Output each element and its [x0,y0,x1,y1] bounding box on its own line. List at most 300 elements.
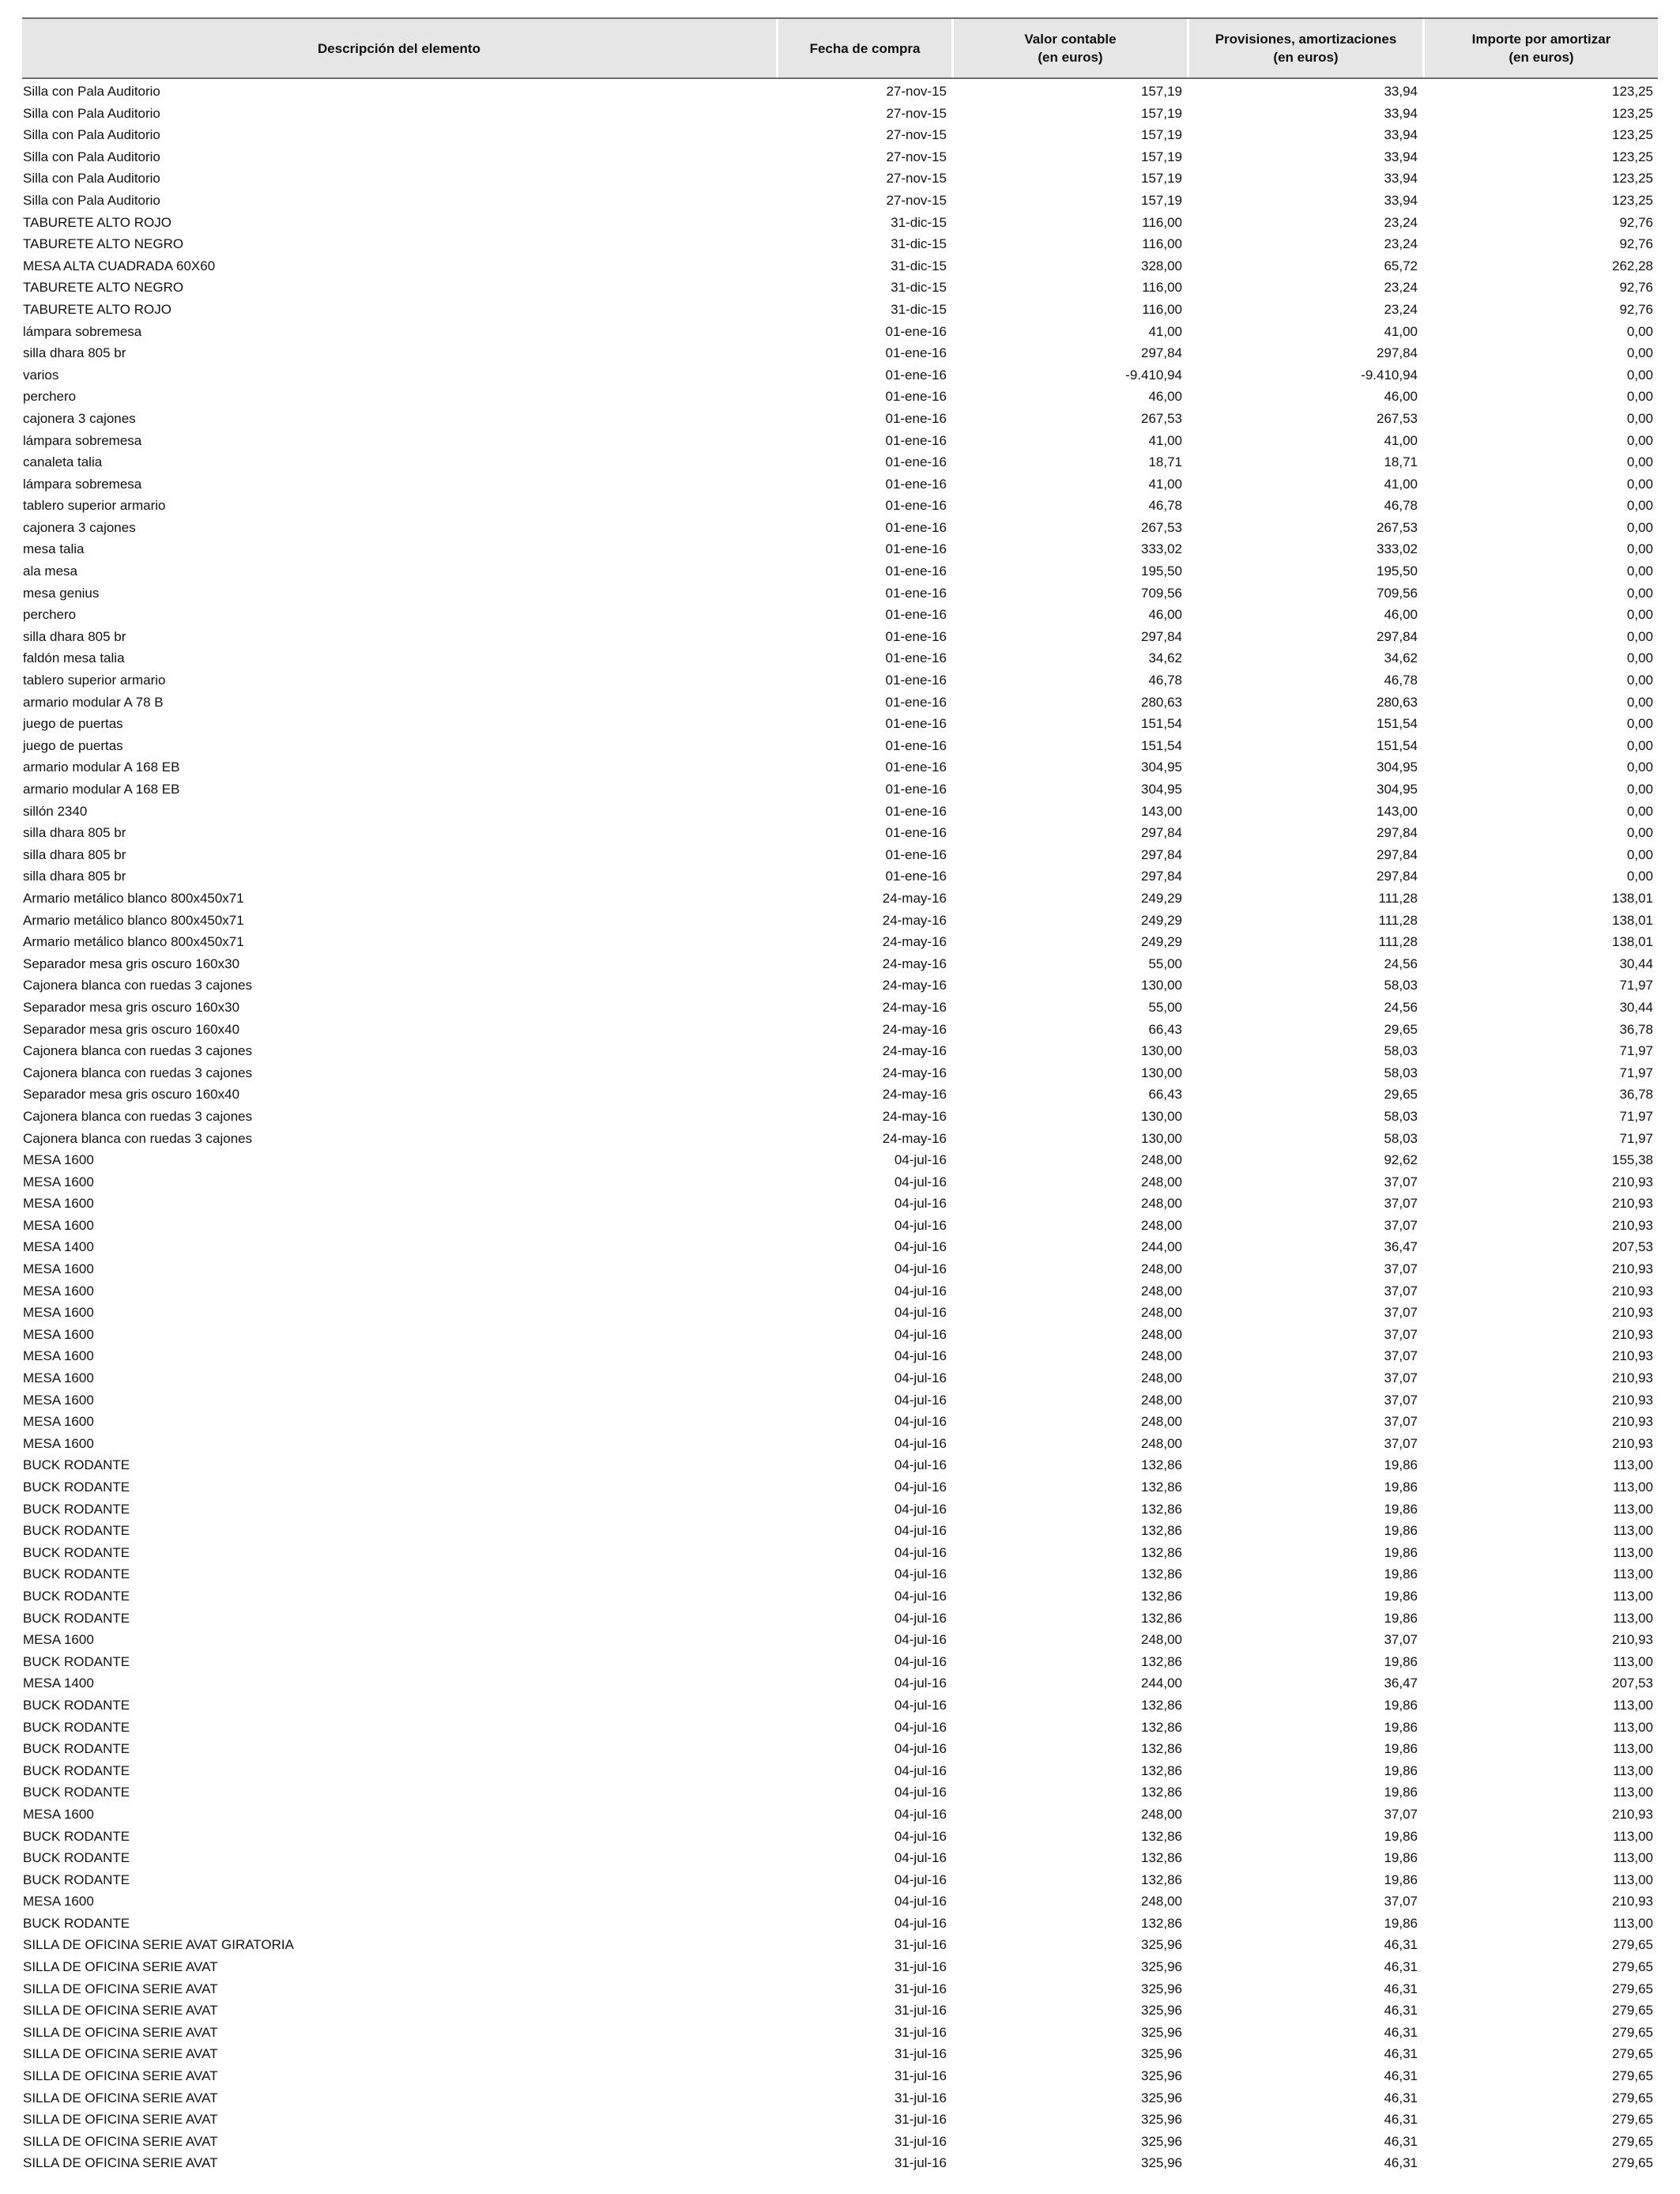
cell-book-value: 325,96 [1141,2046,1182,2062]
cell-purchase-date: 04-jul-16 [894,1523,947,1539]
table-row [22,430,1658,452]
cell-book-value: 195,50 [1141,564,1182,579]
cell-provisions: 19,86 [1384,1501,1418,1517]
cell-book-value: 249,29 [1141,912,1182,928]
cell-provisions: 58,03 [1384,978,1418,993]
cell-description: TABURETE ALTO NEGRO [23,236,184,252]
cell-amount-to-amortize: 0,00 [1626,650,1653,666]
cell-description: TABURETE ALTO NEGRO [23,280,184,296]
cell-purchase-date: 31-dic-15 [891,280,947,296]
cell-description: TABURETE ALTO ROJO [23,301,171,317]
cell-book-value: 66,43 [1148,1021,1182,1037]
cell-provisions: 19,86 [1384,1762,1418,1778]
cell-provisions: 143,00 [1377,803,1418,819]
table-row [22,560,1658,582]
cell-amount-to-amortize: 0,00 [1626,607,1653,623]
table-row [22,1563,1658,1585]
table-row [22,2000,1658,2022]
cell-purchase-date: 27-nov-15 [886,149,947,164]
cell-provisions: 37,07 [1384,1283,1418,1299]
cell-amount-to-amortize: 207,53 [1612,1676,1653,1691]
table-row [22,604,1658,626]
cell-purchase-date: 24-may-16 [882,934,947,950]
cell-book-value: 41,00 [1148,432,1182,448]
cell-purchase-date: 01-ene-16 [885,323,947,339]
cell-purchase-date: 04-jul-16 [894,1632,947,1648]
table-row [22,386,1658,408]
cell-book-value: 325,96 [1141,2003,1182,2019]
cell-amount-to-amortize: 0,00 [1626,760,1653,775]
table-row [22,1106,1658,1128]
cell-provisions: 46,31 [1384,1937,1418,1953]
cell-provisions: 23,24 [1384,236,1418,252]
cell-purchase-date: 01-ene-16 [885,673,947,688]
cell-amount-to-amortize: 210,93 [1612,1305,1653,1321]
cell-description: lámpara sobremesa [23,323,142,339]
cell-book-value: 248,00 [1141,1392,1182,1408]
cell-amount-to-amortize: 123,25 [1612,149,1653,164]
cell-description: MESA 1600 [23,1392,94,1408]
cell-book-value: 709,56 [1141,585,1182,601]
cell-provisions: 37,07 [1384,1632,1418,1648]
cell-book-value: 143,00 [1141,803,1182,819]
cell-amount-to-amortize: 279,65 [1612,2024,1653,2040]
cell-amount-to-amortize: 138,01 [1612,890,1653,906]
table-row [22,1695,1658,1717]
cell-provisions: 46,31 [1384,1959,1418,1975]
cell-purchase-date: 01-ene-16 [885,825,947,841]
table-row [22,81,1658,103]
cell-description: SILLA DE OFICINA SERIE AVAT [23,1959,218,1975]
cell-provisions: 111,28 [1378,890,1418,906]
cell-purchase-date: 04-jul-16 [894,1588,947,1604]
cell-amount-to-amortize: 0,00 [1626,673,1653,688]
cell-purchase-date: 27-nov-15 [886,171,947,187]
table-body [22,81,1658,2174]
cell-book-value: 325,96 [1141,1959,1182,1975]
table-row [22,1454,1658,1476]
cell-description: lámpara sobremesa [23,476,142,492]
cell-purchase-date: 31-dic-15 [891,301,947,317]
table-row [22,1956,1658,1978]
cell-purchase-date: 27-nov-15 [886,105,947,121]
cell-provisions: 19,86 [1384,1828,1418,1844]
cell-amount-to-amortize: 210,93 [1612,1894,1653,1909]
cell-provisions: 37,07 [1384,1435,1418,1451]
cell-purchase-date: 01-ene-16 [885,498,947,514]
cell-book-value: 132,86 [1141,1741,1182,1757]
cell-purchase-date: 01-ene-16 [885,367,947,383]
table-row [22,103,1658,125]
cell-description: Armario metálico blanco 800x450x71 [23,890,244,906]
cell-amount-to-amortize: 0,00 [1626,737,1653,753]
cell-book-value: 248,00 [1141,1283,1182,1299]
cell-book-value: 267,53 [1141,519,1182,535]
table-row [22,1913,1658,1935]
cell-description: MESA 1600 [23,1632,94,1648]
cell-description: silla dhara 805 br [23,869,126,884]
table-row [22,1171,1658,1193]
cell-description: cajonera 3 cajones [23,410,136,426]
cell-amount-to-amortize: 279,65 [1612,2046,1653,2062]
cell-provisions: 151,54 [1377,737,1418,753]
cell-purchase-date: 04-jul-16 [894,1305,947,1321]
cell-provisions: 41,00 [1384,323,1418,339]
cell-provisions: 19,86 [1384,1653,1418,1669]
cell-amount-to-amortize: 0,00 [1626,541,1653,557]
cell-purchase-date: 04-jul-16 [894,1261,947,1277]
table-row [22,277,1658,299]
cell-amount-to-amortize: 0,00 [1626,585,1653,601]
cell-description: MESA 1600 [23,1806,94,1822]
cell-description: silla dhara 805 br [23,345,126,361]
table-row [22,1367,1658,1389]
table-row [22,1804,1658,1826]
table-row [22,2065,1658,2087]
cell-amount-to-amortize: 210,93 [1612,1806,1653,1822]
cell-amount-to-amortize: 92,76 [1619,301,1653,317]
table-row [22,1651,1658,1673]
cell-purchase-date: 31-dic-15 [891,258,947,273]
cell-purchase-date: 31-jul-16 [894,2112,947,2128]
cell-amount-to-amortize: 92,76 [1619,280,1653,296]
cell-purchase-date: 24-may-16 [882,978,947,993]
cell-provisions: 46,00 [1384,607,1418,623]
cell-purchase-date: 24-may-16 [882,890,947,906]
cell-book-value: 248,00 [1141,1806,1182,1822]
table-row [22,1891,1658,1913]
cell-description: MESA 1600 [23,1261,94,1277]
cell-amount-to-amortize: 0,00 [1626,389,1653,405]
cell-description: silla dhara 805 br [23,846,126,862]
cell-description: SILLA DE OFICINA SERIE AVAT GIRATORIA [23,1937,294,1953]
cell-purchase-date: 04-jul-16 [894,1872,947,1887]
cell-provisions: 41,00 [1384,432,1418,448]
table-row [22,1193,1658,1215]
cell-book-value: 55,00 [1148,956,1182,971]
cell-amount-to-amortize: 0,00 [1626,803,1653,819]
cell-provisions: 267,53 [1377,410,1418,426]
cell-provisions: 19,86 [1384,1697,1418,1713]
cell-provisions: 33,94 [1384,84,1418,99]
table-row [22,1302,1658,1324]
cell-book-value: 325,96 [1141,2090,1182,2105]
cell-book-value: 132,86 [1141,1872,1182,1887]
cell-description: lámpara sobremesa [23,432,142,448]
cell-book-value: 132,86 [1141,1697,1182,1713]
cell-purchase-date: 04-jul-16 [894,1566,947,1582]
cell-book-value: 132,86 [1141,1523,1182,1539]
cell-purchase-date: 04-jul-16 [894,1894,947,1909]
cell-provisions: 46,31 [1384,2133,1418,2149]
cell-provisions: 280,63 [1377,694,1418,710]
cell-provisions: 297,84 [1377,628,1418,644]
cell-provisions: 36,47 [1384,1676,1418,1691]
cell-purchase-date: 04-jul-16 [894,1915,947,1931]
cell-amount-to-amortize: 113,00 [1613,1523,1653,1539]
cell-book-value: 304,95 [1141,782,1182,797]
cell-purchase-date: 27-nov-15 [886,127,947,143]
cell-amount-to-amortize: 123,25 [1612,105,1653,121]
cell-amount-to-amortize: 113,00 [1613,1850,1653,1866]
cell-purchase-date: 01-ene-16 [885,564,947,579]
cell-book-value: 46,00 [1148,389,1182,405]
cell-description: MESA 1600 [23,1894,94,1909]
cell-provisions: 33,94 [1384,105,1418,121]
cell-provisions: 19,86 [1384,1915,1418,1931]
cell-purchase-date: 04-jul-16 [894,1719,947,1735]
cell-purchase-date: 31-jul-16 [894,2133,947,2149]
table-row [22,778,1658,801]
cell-amount-to-amortize: 210,93 [1612,1632,1653,1648]
cell-book-value: 248,00 [1141,1632,1182,1648]
cell-amount-to-amortize: 0,00 [1626,323,1653,339]
cell-amount-to-amortize: 71,97 [1619,1043,1653,1059]
cell-description: Cajonera blanca con ruedas 3 cajones [23,1130,253,1146]
cell-book-value: 267,53 [1141,410,1182,426]
cell-provisions: 24,56 [1384,999,1418,1015]
cell-provisions: -9.410,94 [1361,367,1418,383]
cell-description: BUCK RODANTE [23,1457,130,1473]
table-row [22,1128,1658,1150]
table-row [22,1781,1658,1804]
cell-book-value: 248,00 [1141,1196,1182,1212]
cell-description: BUCK RODANTE [23,1566,130,1582]
cell-provisions: 333,02 [1377,541,1418,557]
cell-amount-to-amortize: 0,00 [1626,846,1653,862]
cell-book-value: 248,00 [1141,1174,1182,1189]
cell-amount-to-amortize: 113,00 [1613,1544,1653,1560]
cell-provisions: 46,78 [1384,498,1418,514]
table-row [22,233,1658,255]
table-row [22,255,1658,277]
cell-provisions: 46,31 [1384,2024,1418,2040]
table-row [22,1934,1658,1956]
cell-purchase-date: 01-ene-16 [885,476,947,492]
cell-description: Cajonera blanca con ruedas 3 cajones [23,1108,253,1124]
cell-provisions: 304,95 [1377,782,1418,797]
cell-description: tablero superior armario [23,498,166,514]
cell-purchase-date: 24-may-16 [882,1065,947,1080]
table-row [22,1717,1658,1739]
cell-amount-to-amortize: 36,78 [1619,1021,1653,1037]
cell-purchase-date: 01-ene-16 [885,585,947,601]
header-description: Descripción del elemento [318,40,480,56]
cell-amount-to-amortize: 0,00 [1626,498,1653,514]
cell-amount-to-amortize: 210,93 [1612,1326,1653,1342]
cell-amount-to-amortize: 123,25 [1612,171,1653,187]
cell-provisions: 29,65 [1384,1021,1418,1037]
cell-description: armario modular A 168 EB [23,760,180,775]
cell-provisions: 34,62 [1384,650,1418,666]
cell-purchase-date: 31-jul-16 [894,2090,947,2105]
cell-amount-to-amortize: 113,00 [1613,1566,1653,1582]
asset-table [22,17,1658,2174]
cell-amount-to-amortize: 113,00 [1613,1653,1653,1669]
cell-amount-to-amortize: 0,00 [1626,628,1653,644]
cell-book-value: 132,86 [1141,1850,1182,1866]
cell-book-value: 297,84 [1141,869,1182,884]
cell-amount-to-amortize: 30,44 [1619,999,1653,1015]
cell-provisions: 297,84 [1377,869,1418,884]
table-row [22,1629,1658,1651]
cell-description: Armario metálico blanco 800x450x71 [23,912,244,928]
table-row [22,1084,1658,1106]
cell-purchase-date: 31-jul-16 [894,1959,947,1975]
table-row [22,1411,1658,1433]
cell-amount-to-amortize: 207,53 [1612,1239,1653,1255]
cell-provisions: 37,07 [1384,1196,1418,1212]
cell-provisions: 33,94 [1384,149,1418,164]
cell-book-value: 248,00 [1141,1305,1182,1321]
cell-purchase-date: 04-jul-16 [894,1326,947,1342]
cell-description: Silla con Pala Auditorio [23,192,160,208]
cell-provisions: 46,78 [1384,673,1418,688]
cell-provisions: 23,24 [1384,280,1418,296]
table-row [22,1062,1658,1084]
cell-amount-to-amortize: 36,78 [1619,1087,1653,1103]
table-row [22,1585,1658,1608]
cell-amount-to-amortize: 279,65 [1612,1959,1653,1975]
cell-purchase-date: 31-jul-16 [894,2024,947,2040]
cell-provisions: 46,31 [1384,2112,1418,2128]
cell-description: BUCK RODANTE [23,1544,130,1560]
cell-purchase-date: 04-jul-16 [894,1544,947,1560]
table-row [22,626,1658,648]
cell-amount-to-amortize: 123,25 [1612,192,1653,208]
cell-provisions: 33,94 [1384,192,1418,208]
cell-purchase-date: 24-may-16 [882,1087,947,1103]
cell-description: perchero [23,389,77,405]
table-row [22,1978,1658,2000]
table-row [22,910,1658,932]
cell-provisions: 304,95 [1377,760,1418,775]
cell-book-value: 41,00 [1148,476,1182,492]
cell-amount-to-amortize: 210,93 [1612,1261,1653,1277]
cell-book-value: 157,19 [1141,105,1182,121]
cell-provisions: 23,24 [1384,214,1418,230]
cell-book-value: 41,00 [1148,323,1182,339]
cell-provisions: 37,07 [1384,1305,1418,1321]
cell-description: Separador mesa gris oscuro 160x40 [23,1021,240,1037]
cell-amount-to-amortize: 0,00 [1626,716,1653,732]
cell-description: ala mesa [23,564,77,579]
cell-description: Silla con Pala Auditorio [23,84,160,99]
cell-book-value: 132,86 [1141,1457,1182,1473]
cell-book-value: 132,86 [1141,1785,1182,1800]
table-row [22,1608,1658,1630]
header-provisions: Provisiones, amortizaciones (en euros) [1187,19,1422,77]
cell-provisions: 111,28 [1378,912,1418,928]
cell-book-value: 244,00 [1141,1239,1182,1255]
cell-description: varios [23,367,59,383]
cell-book-value: 297,84 [1141,345,1182,361]
cell-book-value: 132,86 [1141,1762,1182,1778]
cell-purchase-date: 31-jul-16 [894,1981,947,1996]
header-book-value: Valor contable (en euros) [951,19,1187,77]
cell-provisions: 151,54 [1377,716,1418,732]
cell-amount-to-amortize: 113,00 [1613,1785,1653,1800]
cell-amount-to-amortize: 210,93 [1612,1370,1653,1386]
cell-purchase-date: 01-ene-16 [885,410,947,426]
cell-book-value: 297,84 [1141,846,1182,862]
table-row [22,974,1658,997]
cell-provisions: 297,84 [1377,345,1418,361]
cell-amount-to-amortize: 113,00 [1613,1741,1653,1757]
cell-provisions: 37,07 [1384,1326,1418,1342]
cell-description: MESA 1600 [23,1370,94,1386]
cell-book-value: 249,29 [1141,890,1182,906]
cell-provisions: 19,86 [1384,1566,1418,1582]
cell-book-value: 130,00 [1141,1065,1182,1080]
cell-provisions: 37,07 [1384,1894,1418,1909]
cell-book-value: 304,95 [1141,760,1182,775]
cell-amount-to-amortize: 210,93 [1612,1414,1653,1430]
cell-amount-to-amortize: 113,00 [1613,1719,1653,1735]
cell-amount-to-amortize: 0,00 [1626,432,1653,448]
cell-book-value: 248,00 [1141,1435,1182,1451]
cell-description: SILLA DE OFICINA SERIE AVAT [23,1981,218,1996]
table-row [22,212,1658,234]
table-row [22,1040,1658,1062]
cell-purchase-date: 04-jul-16 [894,1174,947,1189]
cell-amount-to-amortize: 113,00 [1613,1762,1653,1778]
cell-description: Silla con Pala Auditorio [23,105,160,121]
cell-description: MESA 1600 [23,1217,94,1233]
table-row [22,756,1658,778]
cell-provisions: 37,07 [1384,1174,1418,1189]
cell-description: Cajonera blanca con ruedas 3 cajones [23,1065,253,1080]
table-row [22,1847,1658,1869]
cell-provisions: 37,07 [1384,1348,1418,1364]
cell-provisions: 19,86 [1384,1523,1418,1539]
header-amount-to-amortize: Importe por amortizar (en euros) [1422,19,1658,77]
cell-description: MESA 1600 [23,1326,94,1342]
cell-description: MESA 1600 [23,1435,94,1451]
cell-book-value: 132,86 [1141,1480,1182,1495]
cell-book-value: 130,00 [1141,1108,1182,1124]
cell-book-value: 130,00 [1141,1043,1182,1059]
cell-description: BUCK RODANTE [23,1610,130,1626]
cell-amount-to-amortize: 138,01 [1612,912,1653,928]
cell-amount-to-amortize: 113,00 [1613,1457,1653,1473]
cell-book-value: 333,02 [1141,541,1182,557]
cell-provisions: 111,28 [1378,934,1418,950]
table-row [22,582,1658,605]
cell-book-value: 132,86 [1141,1610,1182,1626]
cell-amount-to-amortize: 113,00 [1613,1588,1653,1604]
table-row [22,1345,1658,1367]
cell-amount-to-amortize: 123,25 [1612,127,1653,143]
table-row [22,1280,1658,1302]
cell-purchase-date: 31-jul-16 [894,2046,947,2062]
cell-provisions: 92,62 [1384,1152,1418,1168]
cell-purchase-date: 01-ene-16 [885,454,947,470]
cell-description: tablero superior armario [23,673,166,688]
cell-description: canaleta talia [23,454,103,470]
table-row [22,1389,1658,1412]
cell-amount-to-amortize: 0,00 [1626,694,1653,710]
cell-amount-to-amortize: 0,00 [1626,825,1653,841]
table-row [22,168,1658,190]
cell-book-value: 297,84 [1141,825,1182,841]
cell-book-value: 46,78 [1148,498,1182,514]
table-row [22,1672,1658,1695]
cell-provisions: 709,56 [1377,585,1418,601]
cell-description: BUCK RODANTE [23,1828,130,1844]
cell-book-value: 132,86 [1141,1653,1182,1669]
cell-book-value: 248,00 [1141,1152,1182,1168]
